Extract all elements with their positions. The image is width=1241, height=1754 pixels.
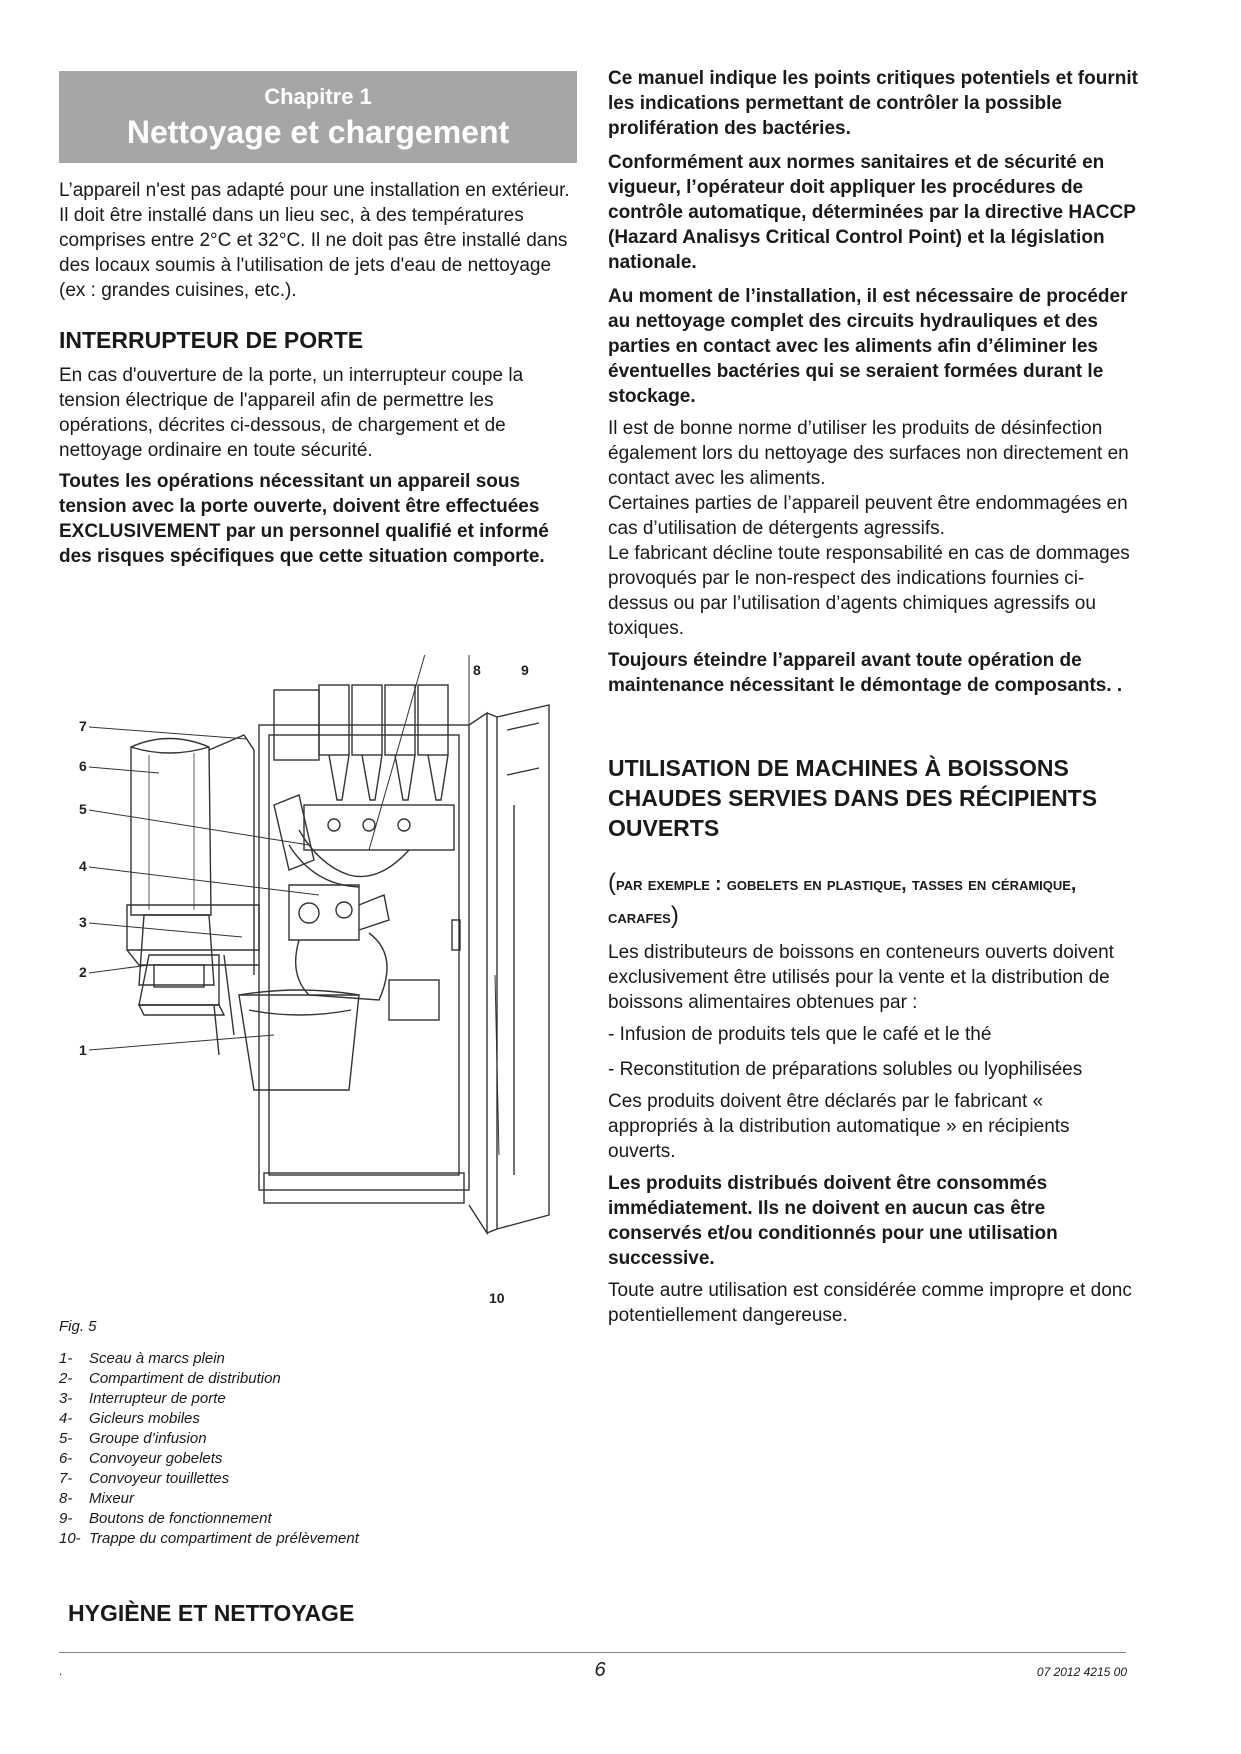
chapter-banner (59, 71, 577, 163)
legend-number: 2- (59, 1370, 73, 1387)
legend-number: 7- (59, 1470, 73, 1487)
legend-text: Trappe du compartiment de prélèvement (89, 1530, 359, 1547)
reconstitution-item: - Reconstitution de préparations solubles ou lyophilisées (608, 1059, 1083, 1080)
legend-item (59, 1509, 359, 1529)
legend-item (59, 1389, 359, 1409)
document-code: 07 2012 4215 00 (1036, 1665, 1127, 1679)
legend-text: Sceau à marcs plein (89, 1350, 225, 1367)
figure-caption: Fig. 5 (59, 1318, 97, 1335)
vending-machine-diagram (59, 655, 569, 1315)
callout-10: 10 (489, 1290, 505, 1306)
callout-4: 4 (79, 858, 87, 874)
legend-number: 1- (59, 1350, 73, 1367)
subheading-open-paren: ( (608, 869, 616, 896)
chapter-label: Chapitre 1 (264, 84, 372, 109)
haccp-paragraph: Conformément aux normes sanitaires et de sécurité en vigueur, l’opérateur doit appliquer les procédures de contrôle automatique, déterminées par la directive HACCP (Hazard Analisys Critical Control Point) et la législation nationale. (608, 152, 1136, 273)
legend-text: Compartiment de distribution (89, 1370, 281, 1387)
installation-cleaning-paragraph: Au moment de l’installation, il est nécessaire de procéder au nettoyage complet des circuits hydrauliques et des parties en contact avec les aliments afin d’éliminer les éventuelles bactéries qui se seraient formées durant le stockage. (608, 286, 1128, 407)
page-number: 6 (594, 1659, 606, 1681)
callout-2: 2 (79, 964, 87, 980)
legend-number: 10- (59, 1530, 81, 1547)
switch-off-paragraph: Toujours éteindre l’appareil avant toute opération de maintenance nécessitant le démontage de composants. . (608, 650, 1123, 696)
callout-5: 5 (79, 801, 87, 817)
hot-drinks-heading: UTILISATION DE MACHINES À BOISSONS CHAUDES SERVIES DANS DES RÉCIPIENTS OUVERTS (608, 755, 1098, 841)
legend-text: Groupe d’infusion (89, 1430, 207, 1447)
right-column (608, 66, 1138, 1328)
legend-item (59, 1449, 359, 1469)
hygiene-heading: HYGIÈNE ET NETTOYAGE (68, 1600, 355, 1626)
legend-text: Boutons de fonctionnement (89, 1510, 272, 1527)
footer-rule (59, 1652, 1126, 1653)
subheading-text: par exemple : gobelets en plastique, tasses en céramique, carafes (608, 874, 1077, 928)
door-switch-text: En cas d'ouverture de la porte, un interrupteur coupe la tension électrique de l'appareil afin de permettre les opérations, décrites ci-dessous, de chargement et de nettoyage ordinaire en toute sécurité. (59, 365, 524, 461)
declared-products-paragraph: Ces produits doivent être déclarés par le fabricant « appropriés à la distribution automatique » en récipients ouverts. (608, 1091, 1070, 1162)
legend-number: 8- (59, 1490, 73, 1507)
legend-item (59, 1429, 359, 1449)
legend-item (59, 1409, 359, 1429)
legend-item (59, 1529, 359, 1549)
callout-7: 7 (79, 718, 87, 734)
open-containers-paragraph: Les distributeurs de boissons en conteneurs ouverts doivent exclusivement être utilisés pour la vente et la distribution de boissons alimentaires obtenues par : (608, 942, 1114, 1013)
detergents-paragraph: Certaines parties de l’appareil peuvent être endommagées en cas d’utilisation de détergents agressifs. (608, 493, 1128, 539)
legend-text: Convoyeur gobelets (89, 1450, 223, 1467)
legend-item (59, 1369, 359, 1389)
subheading-close-paren: ) (670, 902, 679, 929)
legend-text: Interrupteur de porte (89, 1390, 226, 1407)
manual-purpose-paragraph: Ce manuel indique les points critiques potentiels et fournit les indications permettant de contrôler la possible prolifération des bactéries. (608, 68, 1138, 139)
callout-8: 8 (473, 662, 481, 678)
figure-legend (59, 1349, 359, 1549)
legend-text: Mixeur (89, 1490, 135, 1507)
intro-paragraph: L’appareil n'est pas adapté pour une installation en extérieur. Il doit être installé dans un lieu sec, à des températures comprises entre 2°C et 32°C. Il ne doit pas être installé dans des locaux soumis à l'utilisation de jets d'eau de nettoyage (ex : grandes cuisines, etc.). (59, 180, 570, 301)
legend-text: Convoyeur touillettes (89, 1470, 230, 1487)
legend-item (59, 1469, 359, 1489)
left-column (59, 71, 577, 569)
consume-immediately-paragraph: Les produits distribués doivent être consommés immédiatement. Ils ne doivent en aucun cas être conservés et/ou conditionnés pour une utilisation successive. (608, 1173, 1058, 1269)
liability-paragraph: Le fabricant décline toute responsabilité en cas de dommages provoqués par le non-respect des indications fournies ci-dessus ou par l’utilisation d’agents chimiques agressifs ou toxiques. (608, 543, 1130, 639)
legend-number: 3- (59, 1390, 73, 1407)
disinfection-paragraph: Il est de bonne norme d’utiliser les produits de désinfection également lors du nettoyage des surfaces non directement en contact avec les aliments. (608, 418, 1129, 489)
legend-number: 4- (59, 1410, 73, 1427)
legend-item (59, 1489, 359, 1509)
examples-subheading (608, 867, 1138, 933)
infusion-item: - Infusion de produits tels que le café et le thé (608, 1024, 992, 1045)
door-switch-warning: Toutes les opérations nécessitant un appareil sous tension avec la porte ouverte, doivent être effectuées EXCLUSIVEMENT par un personnel qualifié et informé des risques spécifiques que cette situation comporte. (59, 471, 549, 567)
footer-dot: . (59, 1664, 63, 1678)
legend-item (59, 1349, 359, 1369)
legend-number: 5- (59, 1430, 73, 1447)
door-switch-heading: INTERRUPTEUR DE PORTE (59, 327, 364, 353)
callout-1: 1 (79, 1042, 87, 1058)
improper-use-paragraph: Toute autre utilisation est considérée comme impropre et donc potentiellement dangereuse. (608, 1280, 1132, 1326)
callout-6: 6 (79, 758, 87, 774)
callout-3: 3 (79, 914, 87, 930)
legend-text: Gicleurs mobiles (89, 1410, 200, 1427)
legend-number: 9- (59, 1510, 73, 1527)
callout-9: 9 (521, 662, 529, 678)
legend-number: 6- (59, 1450, 73, 1467)
chapter-title: Nettoyage et chargement (126, 114, 510, 150)
